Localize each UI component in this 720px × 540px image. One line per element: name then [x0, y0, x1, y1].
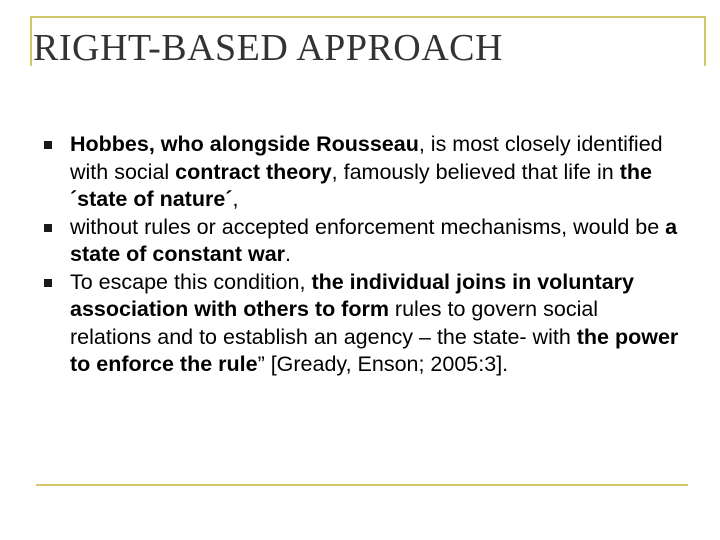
left-border-line	[30, 16, 32, 66]
plain-text: rules to govern social relations and to establish an agency – the state- with	[70, 297, 599, 349]
plain-text: To escape this condition,	[70, 269, 312, 294]
square-bullet-icon	[44, 279, 52, 287]
bold-text: a state of constant war	[70, 214, 678, 266]
top-border-line	[30, 16, 706, 18]
plain-text: ” [Gready, Enson; 2005:3].	[257, 352, 509, 376]
plain-text: , is most closely identified with social	[70, 132, 663, 184]
bullet-text	[70, 215, 677, 267]
slide-title: RIGHT-BASED APPROACH	[33, 27, 503, 69]
bottom-border-line	[36, 484, 688, 486]
right-border-line	[704, 16, 706, 66]
bullet-text	[70, 132, 663, 211]
plain-text: ,	[232, 187, 239, 211]
square-bullet-icon	[44, 224, 52, 232]
bullet-item	[44, 269, 684, 379]
bullet-item	[44, 131, 684, 214]
bullet-item	[44, 214, 684, 269]
bullet-text	[70, 270, 678, 377]
square-bullet-icon	[44, 141, 52, 149]
bold-text: the ´state of nature´	[70, 159, 652, 211]
bullet-list	[44, 131, 684, 379]
plain-text: .	[285, 242, 292, 266]
bold-text: the power to enforce the rule	[70, 324, 679, 376]
plain-text: without rules or accepted enforcement mechanisms, would be	[70, 214, 666, 239]
plain-text: , famously believed that life in	[331, 159, 620, 184]
bold-text: Hobbes, who alongside Rousseau	[70, 132, 419, 156]
bold-text: contract theory	[175, 159, 332, 184]
bold-text: the individual joins in voluntary association with others to form	[70, 269, 634, 321]
